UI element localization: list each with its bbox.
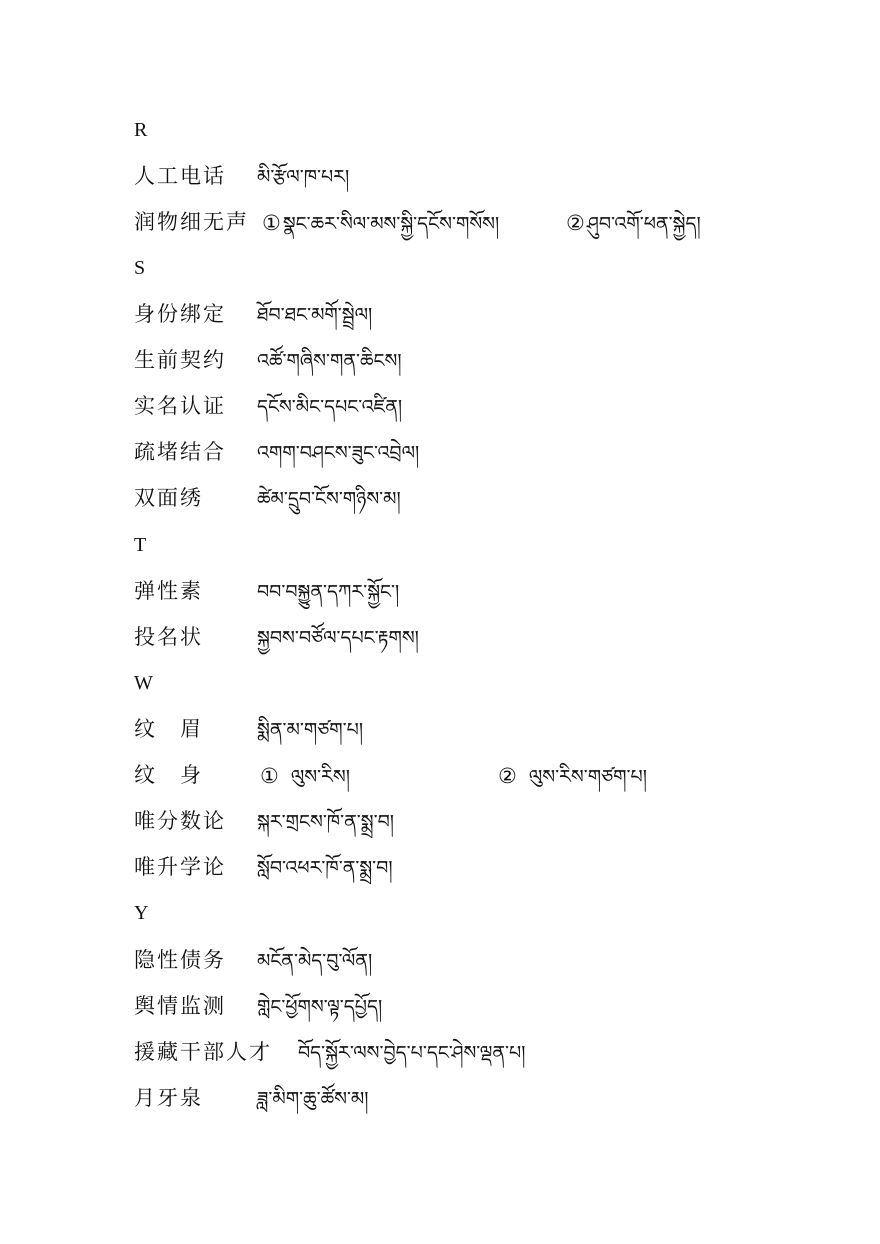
tibetan-translation: ཚེམ་དྲུབ་ངོས་གཉིས་མ། <box>257 488 401 510</box>
section-letter-s: S <box>134 257 146 279</box>
chinese-term: 隐性债务 <box>134 948 226 972</box>
chinese-term: 人工电话 <box>134 164 226 188</box>
sense-number-2: ② <box>566 211 585 235</box>
tibetan-translation: སྨིན་མ་གཙག་པ། <box>257 719 364 741</box>
tibetan-translation: ཐོབ་ཐང་མགོ་སྦྲེལ། <box>257 304 373 326</box>
tibetan-translation: ཟླ་མིག་ཆུ་ཚོས་མ། <box>257 1088 369 1110</box>
chinese-term: 纹 眉 <box>134 717 203 741</box>
tibetan-text-2: ཤུབ་འགོ་ཕན་སྐྱེད། <box>586 213 701 235</box>
sense-number-1: ① <box>262 211 281 235</box>
chinese-term: 双面绣 <box>134 486 203 510</box>
tibetan-text-1: ལུས་རིས། <box>290 766 350 788</box>
tibetan-translation: མི་རྩོལ་ཁ་པར། <box>257 166 350 188</box>
chinese-term: 润物细无声 <box>134 210 249 234</box>
chinese-term: 纹 身 <box>134 763 203 787</box>
section-letter-t: T <box>134 534 147 556</box>
chinese-term: 唯升学论 <box>134 855 226 879</box>
tibetan-translation: མངོན་མེད་བུ་ལོན། <box>257 950 373 972</box>
section-letter-y: Y <box>134 902 149 924</box>
chinese-term: 生前契约 <box>134 348 226 372</box>
tibetan-translation: བབ་བསྐྱུན་དཀར་སྐྱོང་། <box>257 581 400 603</box>
section-letter-w: W <box>134 672 153 694</box>
tibetan-translation-2 <box>498 759 647 794</box>
tibetan-translation: སྐྱབས་བཙོལ་དཔང་རྟགས། <box>257 627 419 649</box>
tibetan-text-1: སྣང་ཆར་སིལ་མས་སྐྱི་དངོས་གསོས། <box>282 213 500 235</box>
tibetan-translation: འཚོ་གཞིས་གན་ཆིངས། <box>257 350 402 372</box>
chinese-term: 疏堵结合 <box>134 440 226 464</box>
tibetan-translation-2 <box>566 206 701 241</box>
chinese-term: 实名认证 <box>134 394 226 418</box>
chinese-term: 身份绑定 <box>134 302 226 326</box>
tibetan-text-2: ལུས་རིས་གཙག་པ། <box>528 766 647 788</box>
section-letter-r: R <box>134 119 148 141</box>
tibetan-translation-1 <box>260 759 350 794</box>
chinese-term: 唯分数论 <box>134 809 226 833</box>
sense-number-1: ① <box>260 764 279 788</box>
tibetan-translation-1 <box>262 206 499 241</box>
chinese-term: 舆情监测 <box>134 994 226 1018</box>
tibetan-translation: སྐར་གྲངས་ཁོ་ན་སྨྲ་བ། <box>257 811 394 833</box>
tibetan-translation: སློབ་འཕར་ཁོ་ན་སྨྲ་བ། <box>257 857 393 879</box>
chinese-term: 弹性素 <box>134 579 203 603</box>
tibetan-translation: བོད་སྐྱོར་ལས་བྱེད་པ་དང་ཤེས་ལྡན་པ། <box>298 1042 526 1064</box>
sense-number-2: ② <box>498 764 517 788</box>
tibetan-translation: འགག་བཤངས་ཟུང་འབྲེལ། <box>257 442 420 464</box>
tibetan-translation: དངོས་མིང་དཔང་འཛིན། <box>257 396 403 418</box>
chinese-term: 月牙泉 <box>134 1086 203 1110</box>
tibetan-translation: གླེང་ཕྱོགས་ལྟ་དཔྱོད། <box>257 996 383 1018</box>
chinese-term: 援藏干部人才 <box>134 1040 272 1064</box>
chinese-term: 投名状 <box>134 625 203 649</box>
